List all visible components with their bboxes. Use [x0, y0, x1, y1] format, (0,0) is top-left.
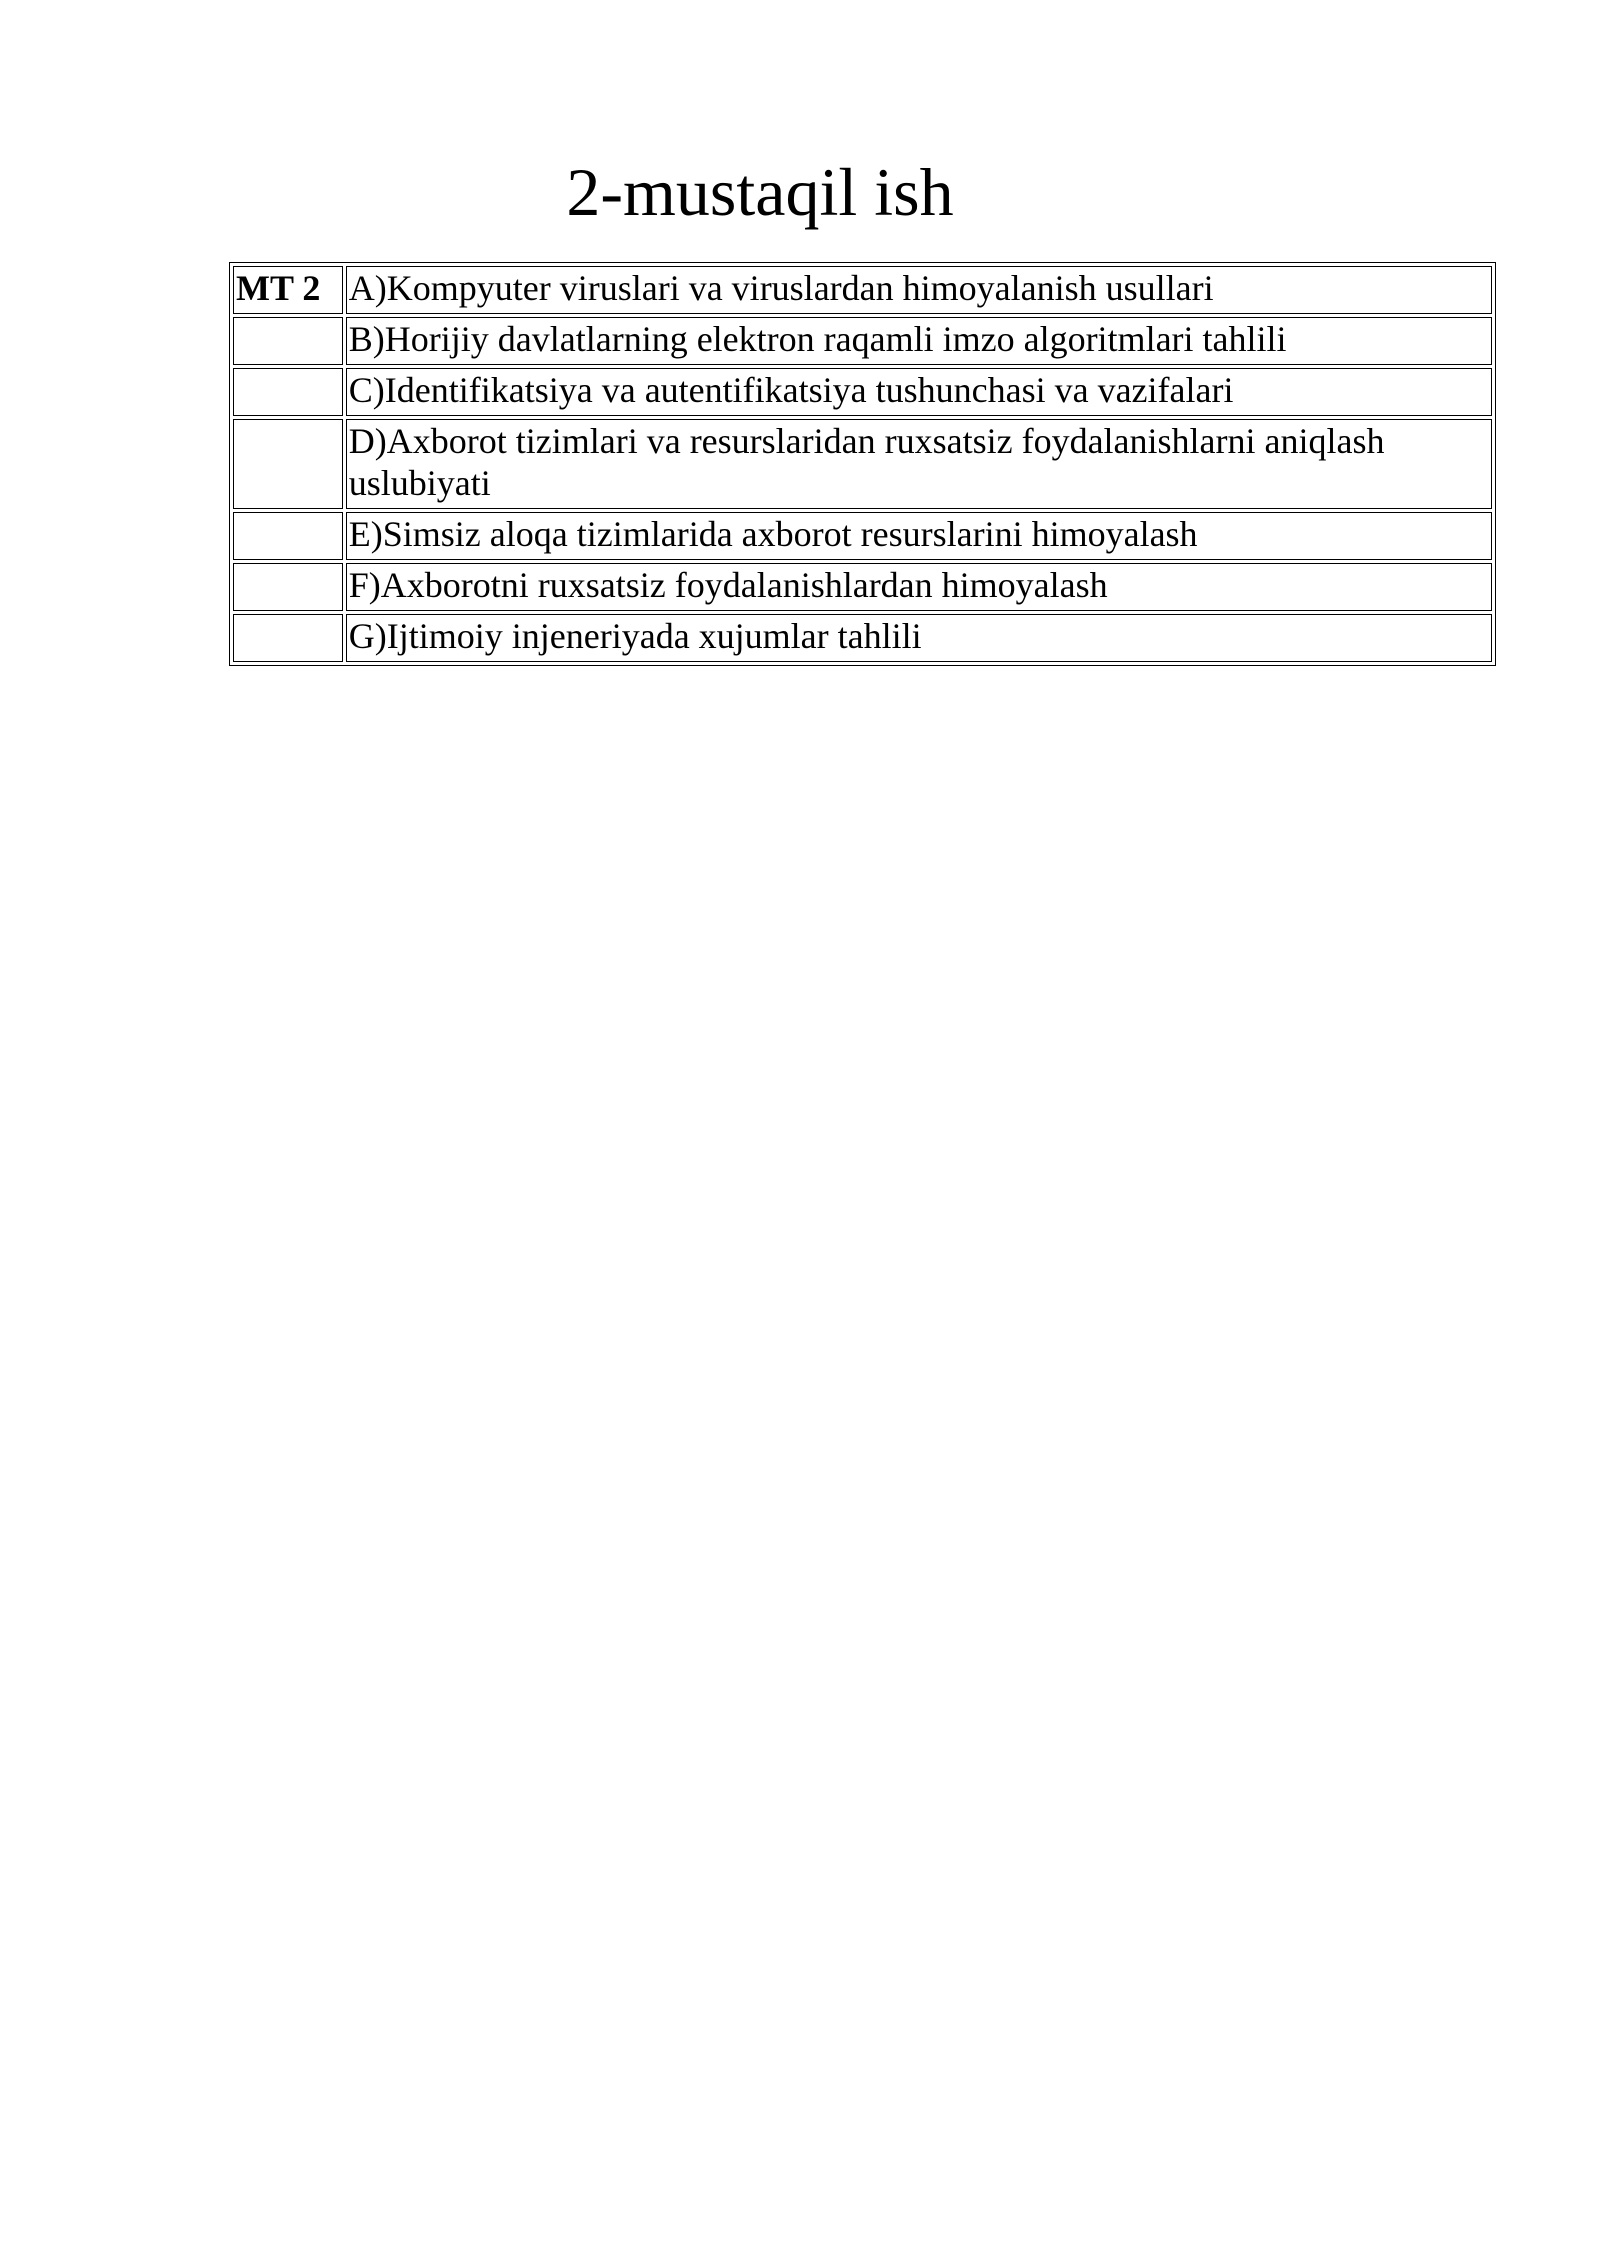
row-code-cell — [233, 368, 343, 416]
row-topic-cell: E)Simsiz aloqa tizimlarida axborot resurslarini himoyalash — [346, 512, 1492, 560]
row-code-cell — [233, 317, 343, 365]
row-code-cell: MT 2 — [233, 266, 343, 314]
row-topic-cell: D)Axborot tizimlari va resurslaridan ruxsatsiz foydalanishlarni aniqlash uslubiyati — [346, 419, 1492, 509]
row-code-cell — [233, 614, 343, 662]
table-row — [233, 512, 1492, 560]
table-row — [233, 317, 1492, 365]
topics-table-body — [233, 266, 1492, 662]
row-topic-cell: A)Kompyuter viruslari va viruslardan himoyalanish usullari — [346, 266, 1492, 314]
row-topic-cell: C)Identifikatsiya va autentifikatsiya tushunchasi va vazifalari — [346, 368, 1492, 416]
table-row — [233, 266, 1492, 314]
row-code-cell — [233, 563, 343, 611]
row-topic-cell: F)Axborotni ruxsatsiz foydalanishlardan himoyalash — [346, 563, 1492, 611]
table-row — [233, 368, 1492, 416]
row-code-cell — [233, 419, 343, 509]
row-topic-cell: G)Ijtimoiy injeneriyada xujumlar tahlili — [346, 614, 1492, 662]
table-row — [233, 419, 1492, 509]
table-row — [233, 563, 1492, 611]
page-title: 2-mustaqil ish — [566, 154, 954, 230]
topics-table — [229, 262, 1496, 666]
table-row — [233, 614, 1492, 662]
row-code-cell — [233, 512, 343, 560]
row-topic-cell: B)Horijiy davlatlarning elektron raqamli imzo algoritmlari tahlili — [346, 317, 1492, 365]
